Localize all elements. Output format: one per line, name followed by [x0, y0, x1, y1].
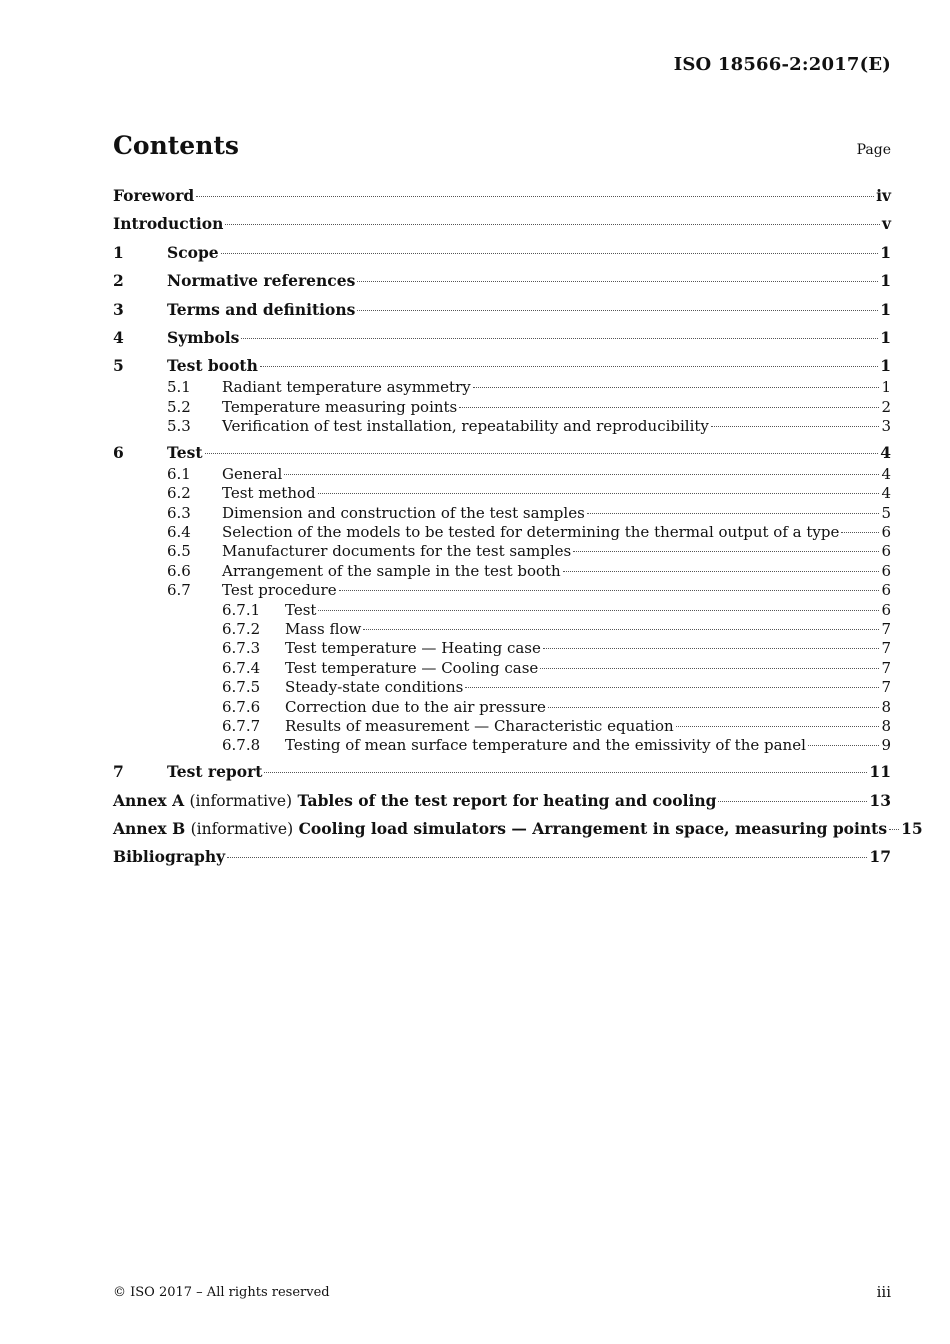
toc-number: 6.7.3: [222, 639, 261, 658]
toc-number: 3: [113, 299, 124, 319]
toc-title: [113, 789, 716, 813]
toc-entry-5[interactable]: [113, 354, 891, 378]
toc-page: 2: [881, 397, 891, 416]
contents-heading: Contents: [113, 131, 240, 160]
toc-entry-6-7-1[interactable]: [113, 601, 891, 620]
toc-number: 5.1: [167, 378, 191, 397]
table-of-contents: [113, 184, 923, 869]
dot-leader: [227, 857, 867, 858]
page-number: iii: [876, 1283, 891, 1301]
toc-title: Test report: [167, 762, 263, 782]
toc-entry-6-5[interactable]: [113, 542, 891, 561]
dot-leader: [196, 196, 874, 197]
toc-number: 6.1: [167, 464, 191, 483]
dot-leader: [563, 571, 880, 572]
toc-title: Dimension and construction of the test samples: [222, 503, 585, 522]
toc-page: 1: [880, 356, 891, 376]
toc-page: 7: [881, 658, 891, 677]
dot-leader: [241, 338, 878, 339]
dot-leader: [587, 513, 880, 514]
dot-leader: [543, 648, 880, 649]
toc-page: 6: [881, 581, 891, 600]
toc-page: 7: [881, 678, 891, 697]
toc-entry-5-2[interactable]: [113, 398, 891, 417]
dot-leader: [548, 707, 880, 708]
toc-number: 6.7.2: [222, 620, 261, 639]
toc-entry-6-7-3[interactable]: [113, 639, 891, 658]
toc-page: 4: [881, 464, 891, 483]
toc-entry-introduction[interactable]: [113, 212, 891, 236]
toc-title: Test temperature — Cooling case: [285, 658, 539, 677]
toc-page: 1: [881, 378, 891, 397]
toc-title: Testing of mean surface temperature and the emissivity of the panel: [285, 736, 806, 755]
dot-leader: [841, 532, 879, 533]
toc-entry-6-7-2[interactable]: [113, 620, 891, 639]
toc-entry-7[interactable]: [113, 760, 891, 784]
toc-number: 6.3: [167, 503, 191, 522]
toc-title: Test booth: [167, 356, 258, 376]
toc-number: 5: [113, 356, 124, 376]
toc-title: Scope: [167, 242, 219, 262]
dot-leader: [318, 493, 880, 494]
dot-leader: [284, 474, 879, 475]
toc-entry-3[interactable]: [113, 298, 891, 322]
toc-title: Test method: [222, 484, 316, 503]
dot-leader: [573, 551, 879, 552]
dot-leader: [363, 629, 879, 630]
toc-entry-2[interactable]: [113, 269, 891, 293]
toc-page: 6: [881, 600, 891, 619]
toc-title: Selection of the models to be tested for determining the thermal output of a type: [222, 523, 840, 542]
dot-leader: [205, 453, 879, 454]
toc-entry-5-1[interactable]: [113, 378, 891, 397]
toc-entry-1[interactable]: [113, 241, 891, 265]
toc-title: Radiant temperature asymmetry: [222, 378, 471, 397]
annex-note: (informative): [190, 819, 294, 838]
toc-page: 8: [881, 697, 891, 716]
copyright-notice: © ISO 2017 – All rights reserved: [113, 1285, 330, 1300]
toc-number: 6.7.6: [222, 697, 261, 716]
toc-number: 6.7.1: [222, 600, 261, 619]
toc-entry-5-3[interactable]: [113, 417, 891, 436]
dot-leader: [718, 801, 867, 802]
toc-title: General: [222, 464, 283, 483]
toc-page: 1: [880, 299, 891, 319]
toc-page: 4: [881, 484, 891, 503]
dot-leader: [459, 407, 879, 408]
toc-page: 5: [881, 503, 891, 522]
toc-entry-6-6[interactable]: [113, 562, 891, 581]
toc-title: Test: [285, 600, 317, 619]
toc-page: 7: [881, 620, 891, 639]
toc-number: 5.2: [167, 397, 191, 416]
toc-title: Normative references: [167, 271, 356, 291]
toc-title: Correction due to the air pressure: [285, 697, 546, 716]
toc-entry-4[interactable]: [113, 326, 891, 350]
toc-number: 4: [113, 327, 124, 347]
toc-number: 6.7.7: [222, 716, 261, 735]
dot-leader: [676, 726, 880, 727]
dot-leader: [889, 829, 899, 830]
toc-page: 1: [880, 242, 891, 262]
toc-entry-6-7-4[interactable]: [113, 659, 891, 678]
toc-title: [113, 817, 887, 841]
toc-title: Test temperature — Heating case: [285, 639, 541, 658]
annex-label: Annex A: [113, 790, 185, 810]
toc-entry-foreword[interactable]: [113, 184, 891, 208]
toc-page: 8: [881, 716, 891, 735]
toc-title: Terms and definitions: [167, 299, 356, 319]
toc-entry-6-4[interactable]: [113, 523, 891, 542]
toc-entry-6-7-7[interactable]: [113, 717, 891, 736]
dot-leader: [540, 668, 879, 669]
toc-title: Test: [167, 442, 203, 462]
toc-title: Foreword: [113, 186, 195, 205]
toc-entry-6-7[interactable]: [113, 581, 891, 600]
page-column-label: Page: [856, 142, 891, 158]
dot-leader: [221, 253, 879, 254]
toc-page: 6: [881, 542, 891, 561]
toc-entry-annex-a[interactable]: [113, 789, 891, 813]
dot-leader: [808, 745, 880, 746]
toc-title: Arrangement of the sample in the test booth: [222, 561, 561, 580]
toc-number: 6: [113, 442, 124, 462]
toc-title: Symbols: [167, 327, 240, 347]
toc-title: Temperature measuring points: [222, 397, 458, 416]
toc-title: Bibliography: [113, 847, 226, 867]
toc-number: 6.5: [167, 542, 191, 561]
toc-entry-6-2[interactable]: [113, 484, 891, 503]
annex-note: (informative): [189, 791, 293, 810]
toc-page: 1: [880, 271, 891, 291]
toc-title: Test procedure: [222, 581, 337, 600]
toc-entry-6-7-8[interactable]: [113, 736, 891, 755]
toc-number: 7: [113, 762, 124, 782]
toc-title: Steady-state conditions: [285, 678, 464, 697]
toc-number: 2: [113, 271, 124, 291]
toc-title: Verification of test installation, repeatability and reproducibility: [222, 417, 709, 436]
dot-leader: [711, 426, 880, 427]
toc-number: 6.7.8: [222, 736, 261, 755]
toc-number: 1: [113, 242, 124, 262]
annex-label: Annex B: [113, 818, 186, 838]
dot-leader: [339, 590, 880, 591]
dot-leader: [264, 772, 867, 773]
annex-title: Tables of the test report for heating and cooling: [297, 790, 717, 810]
toc-number: 6.4: [167, 523, 191, 542]
toc-page: 7: [881, 639, 891, 658]
toc-entry-6-3[interactable]: [113, 504, 891, 523]
toc-page: 6: [881, 523, 891, 542]
toc-entry-6-7-6[interactable]: [113, 698, 891, 717]
toc-number: 6.7.5: [222, 678, 261, 697]
toc-entry-bibliography[interactable]: [113, 845, 891, 869]
toc-page: 4: [880, 442, 891, 462]
toc-number: 6.6: [167, 561, 191, 580]
toc-entry-annex-b[interactable]: [113, 817, 923, 841]
toc-entry-6-1[interactable]: [113, 465, 891, 484]
toc-page: 17: [869, 847, 891, 867]
toc-number: 5.3: [167, 417, 191, 436]
toc-number: 6.2: [167, 484, 191, 503]
toc-title: Mass flow: [285, 620, 362, 639]
dot-leader: [260, 366, 878, 367]
toc-page: 15: [901, 818, 923, 838]
toc-page: 6: [881, 561, 891, 580]
toc-page: 1: [880, 327, 891, 347]
toc-entry-6-7-5[interactable]: [113, 678, 891, 697]
toc-page: 9: [881, 736, 891, 755]
dot-leader: [473, 387, 880, 388]
toc-title: Manufacturer documents for the test samples: [222, 542, 572, 561]
dot-leader: [225, 224, 880, 225]
toc-page: 13: [869, 790, 891, 810]
toc-title: Results of measurement — Characteristic equation: [285, 716, 674, 735]
toc-number: 6.7.4: [222, 658, 261, 677]
dot-leader: [465, 687, 879, 688]
toc-title: Introduction: [113, 214, 224, 234]
toc-page: 11: [869, 762, 891, 782]
dot-leader: [357, 310, 878, 311]
toc-entry-6[interactable]: [113, 441, 891, 465]
toc-page: 3: [881, 417, 891, 436]
toc-page: iv: [876, 186, 891, 205]
toc-page: v: [881, 214, 891, 234]
document-id: ISO 18566-2:2017(E): [673, 54, 891, 75]
toc-number: 6.7: [167, 581, 191, 600]
dot-leader: [318, 610, 879, 611]
annex-title: Cooling load simulators — Arrangement in space, measuring points: [298, 818, 888, 838]
dot-leader: [357, 281, 878, 282]
